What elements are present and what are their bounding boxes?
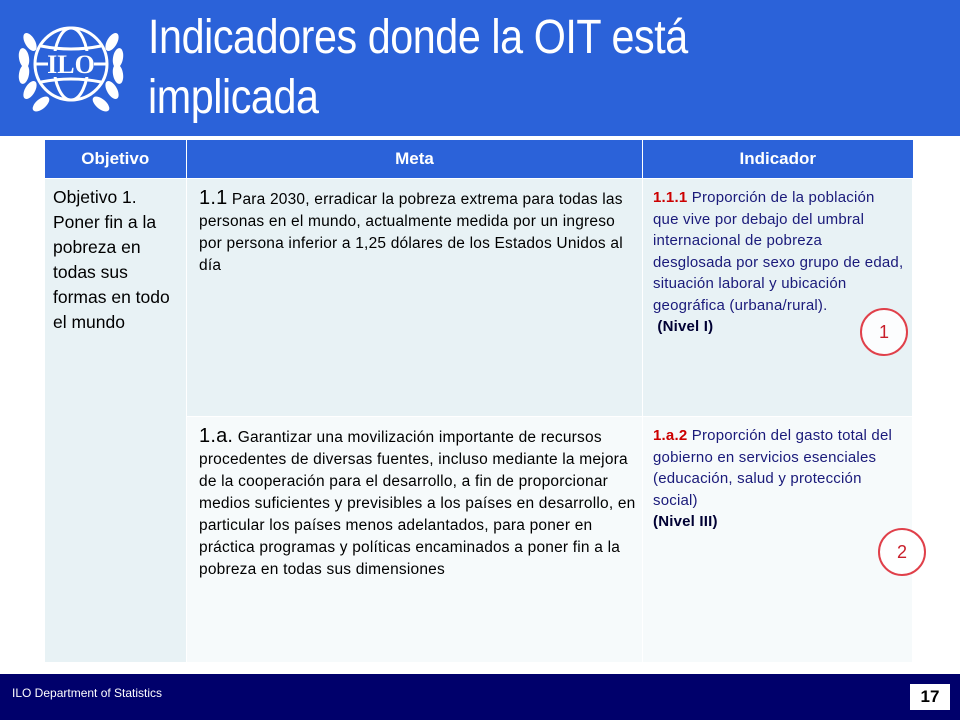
column-header-objetivo: Objetivo (45, 140, 187, 179)
indicator-level: (Nivel I) (657, 318, 714, 335)
ilo-logo (8, 6, 134, 126)
indicator-code: 1.1.1 (653, 189, 688, 206)
slide-header (0, 0, 960, 136)
meta-cell (187, 417, 643, 663)
indicator-text: Proporción del gasto total del gobierno en servicios esenciales (educación, salud y protección social) (653, 427, 893, 509)
column-header-meta: Meta (187, 140, 643, 179)
meta-number: 1.a. (199, 425, 234, 447)
page-title (148, 8, 836, 128)
indicators-table (44, 140, 913, 663)
page-number: 17 (910, 684, 950, 710)
indicator-level: (Nivel III) (653, 513, 718, 530)
indicator-cell (643, 417, 913, 663)
indicator-cell (643, 179, 913, 417)
meta-text: Para 2030, erradicar la pobreza extrema para todas las personas en el mundo, actualmente medida por un ingreso por persona inferior a 1,25 dólares de los Estados Unidos al día (199, 191, 623, 274)
title-line-2: implicada (148, 71, 319, 124)
column-header-indicador: Indicador (643, 140, 913, 179)
meta-text: Garantizar una movilización importante de recursos procedentes de diversas fuentes, incluso mediante la mejora de la cooperación para el desarrollo, a fin de proporcionar medios suficientes y previsibles a los países en desarrollo, en particular los países menos adelantados, para poner en práctica programas y políticas encaminados a poner fin a la pobreza en todas sus dimensiones (199, 429, 636, 578)
objective-cell: Objetivo 1. Poner fin a la pobreza en todas sus formas en todo el mundo (45, 179, 187, 663)
meta-number: 1.1 (199, 187, 228, 209)
meta-cell (187, 179, 643, 417)
annotation-badge-1: 1 (860, 308, 908, 356)
annotation-badge-2: 2 (878, 528, 926, 576)
indicator-text: Proporción de la población que vive por debajo del umbral internacional de pobreza desglosada por sexo grupo de edad, situación laboral y ubicación geográfica (urbana/rural). (653, 189, 904, 314)
slide-footer (0, 674, 960, 720)
table-header-row (45, 140, 913, 179)
ilo-logo-text: ILO (47, 50, 95, 79)
indicator-code: 1.a.2 (653, 427, 688, 444)
title-line-1: Indicadores donde la OIT está (148, 11, 688, 64)
department-label: ILO Department of Statistics (12, 686, 163, 700)
table-row (45, 179, 913, 417)
